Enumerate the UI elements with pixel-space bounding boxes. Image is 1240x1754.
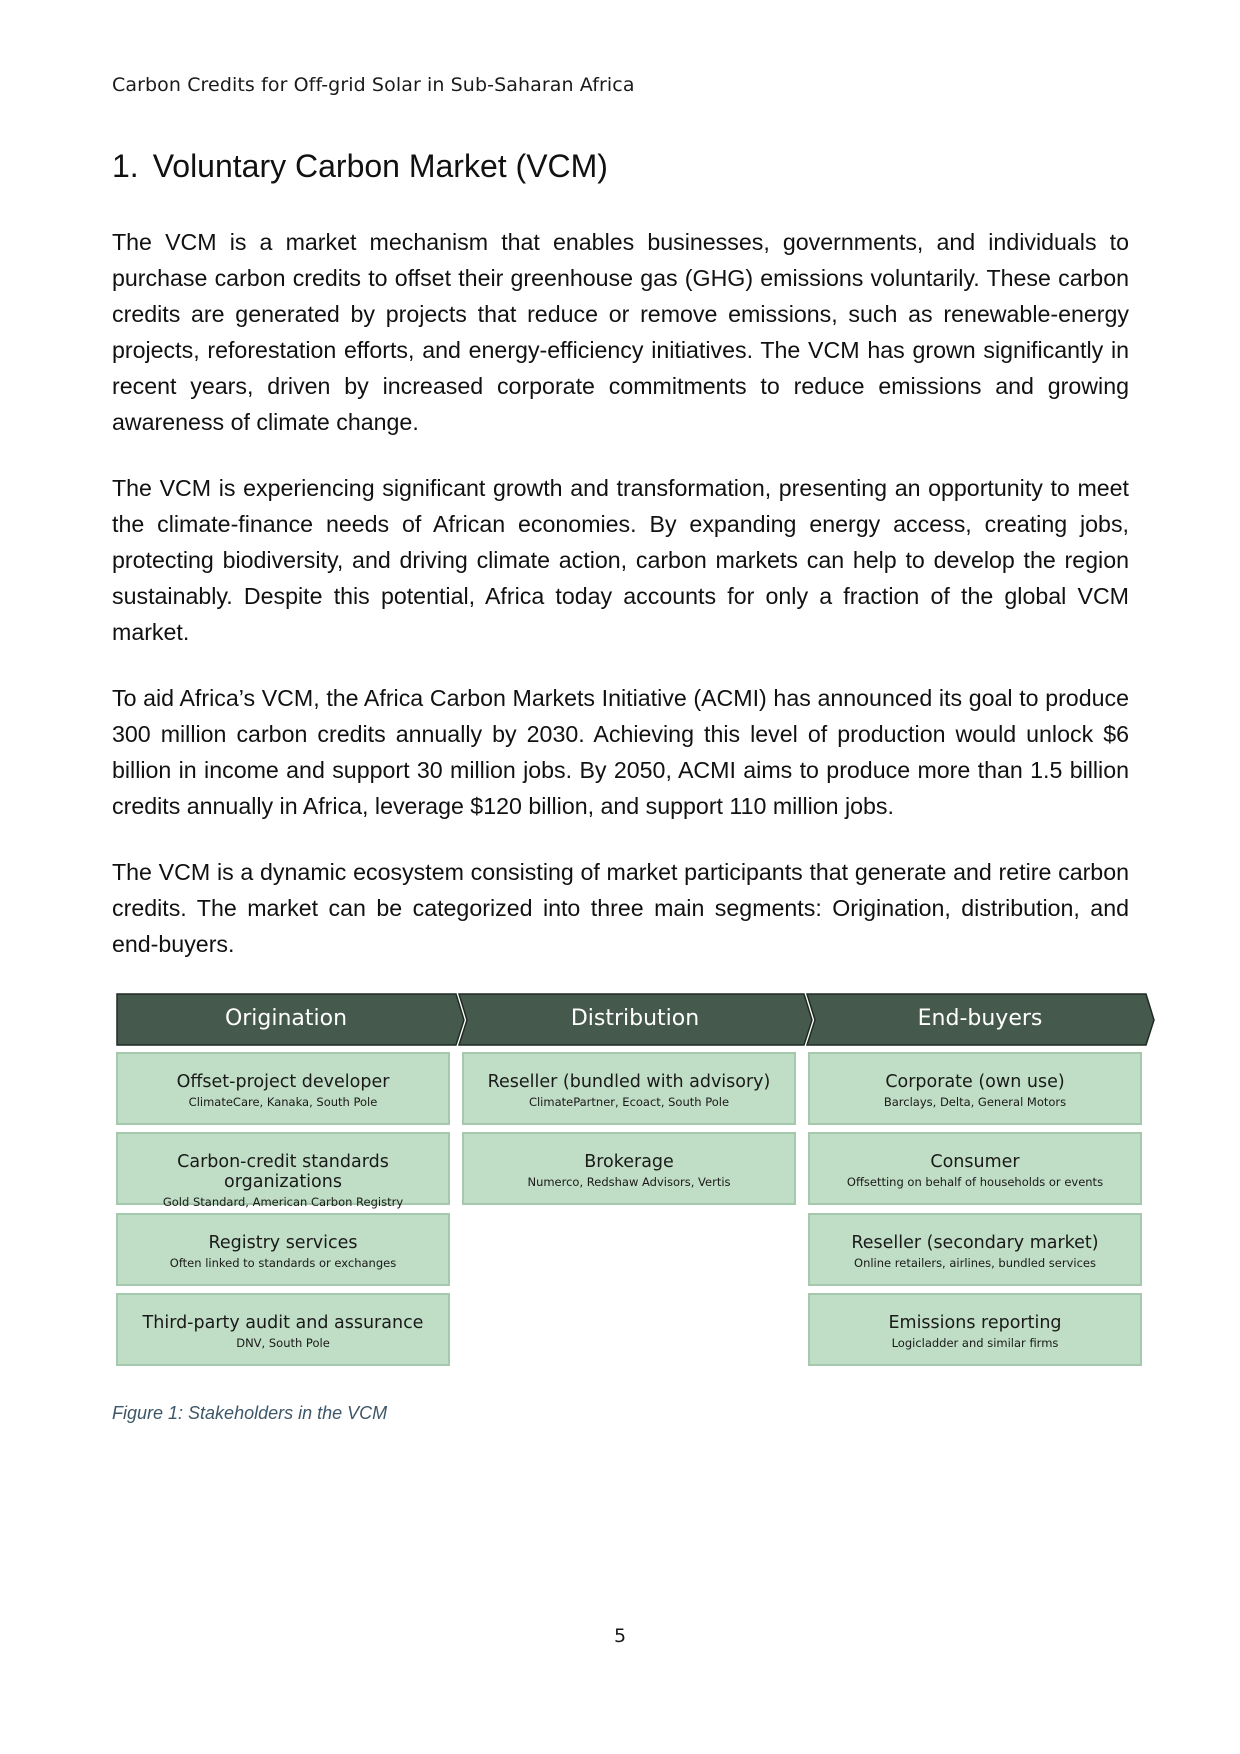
item-title: Offset-project developer bbox=[176, 1072, 390, 1092]
origination-header: Origination bbox=[224, 1006, 348, 1031]
page-number: 5 bbox=[613, 1625, 627, 1647]
section-title bbox=[112, 148, 608, 185]
origination-item-registry-services bbox=[116, 1213, 450, 1286]
item-subtitle: DNV, South Pole bbox=[236, 1336, 330, 1350]
paragraph-3: To aid Africa’s VCM, the Africa Carbon Markets Initiative (ACMI) has announced its goal to produce 300 million carbon credits annually by 2030. Achieving this level of production would unlock $6 billion in income and support 30 million jobs. By 2050, ACMI aims to produce more than 1.5 billion credits annually in Africa, leverage $120 billion, and support 110 million jobs. bbox=[112, 685, 1129, 819]
paragraph-2: The VCM is experiencing significant growth and transformation, presenting an opportunity to meet the climate-finance needs of African economies. By expanding energy access, creating jobs, protecting biodiversity, and driving climate action, carbon markets can help to develop the region sustainably. Despite this potential, Africa today accounts for only a fraction of the global VCM market. bbox=[112, 475, 1129, 645]
item-subtitle: Often linked to standards or exchanges bbox=[169, 1256, 397, 1270]
item-title: Carbon-credit standards organizations bbox=[177, 1152, 389, 1192]
end-buyers-item-consumer bbox=[808, 1132, 1142, 1205]
origination-item-offset-project-developer bbox=[116, 1052, 450, 1125]
section-title-text: Voluntary Carbon Market (VCM) bbox=[152, 148, 608, 184]
item-subtitle: Offsetting on behalf of households or events bbox=[846, 1175, 1104, 1189]
item-subtitle: ClimatePartner, Ecoact, South Pole bbox=[528, 1095, 730, 1109]
item-subtitle: Barclays, Delta, General Motors bbox=[883, 1095, 1067, 1109]
origination-item-third-party-audit bbox=[116, 1293, 450, 1366]
item-title: Emissions reporting bbox=[888, 1313, 1062, 1333]
paragraph-4: The VCM is a dynamic ecosystem consisting of market participants that generate and retire carbon credits. The market can be categorized into three main segments: Origination, distribution, and end-buyers. bbox=[112, 859, 1129, 957]
item-title: Corporate (own use) bbox=[885, 1072, 1065, 1092]
running-header: Carbon Credits for Off-grid Solar in Sub-Saharan Africa bbox=[112, 74, 635, 96]
item-subtitle: Gold Standard, American Carbon Registry bbox=[162, 1195, 404, 1209]
item-title: Third-party audit and assurance bbox=[142, 1313, 424, 1333]
distribution-item-reseller bbox=[462, 1052, 796, 1125]
end-buyers-item-reseller-secondary bbox=[808, 1213, 1142, 1286]
end-buyers-item-corporate bbox=[808, 1052, 1142, 1125]
item-title: Consumer bbox=[930, 1152, 1020, 1172]
stakeholder-diagram bbox=[116, 993, 1156, 1373]
section-number: 1. bbox=[112, 148, 139, 184]
item-title: Brokerage bbox=[584, 1152, 674, 1172]
paragraph-1: The VCM is a market mechanism that enables businesses, governments, and individuals to purchase carbon credits to offset their greenhouse gas (GHG) emissions voluntarily. These carbon credits are generated by projects that reduce or remove emissions, such as renewable-energy projects, reforestation efforts, and energy-efficiency initiatives. The VCM has grown significantly in recent years, driven by increased corporate commitments to reduce emissions and growing awareness of climate change. bbox=[112, 229, 1129, 435]
distribution-item-brokerage bbox=[462, 1132, 796, 1205]
item-subtitle: Numerco, Redshaw Advisors, Vertis bbox=[527, 1175, 731, 1189]
end-buyers-header: End-buyers bbox=[917, 1006, 1043, 1031]
end-buyers-item-emissions-reporting bbox=[808, 1293, 1142, 1366]
item-title: Reseller (bundled with advisory) bbox=[487, 1072, 771, 1092]
item-subtitle: Logicladder and similar firms bbox=[891, 1336, 1059, 1350]
origination-item-standards-organizations bbox=[116, 1132, 450, 1209]
distribution-header: Distribution bbox=[570, 1006, 700, 1031]
item-title: Reseller (secondary market) bbox=[851, 1233, 1099, 1253]
item-subtitle: Online retailers, airlines, bundled services bbox=[854, 1256, 1096, 1270]
figure-caption: Figure 1: Stakeholders in the VCM bbox=[112, 1403, 388, 1423]
item-title: Registry services bbox=[208, 1233, 358, 1253]
item-subtitle: ClimateCare, Kanaka, South Pole bbox=[188, 1095, 378, 1109]
